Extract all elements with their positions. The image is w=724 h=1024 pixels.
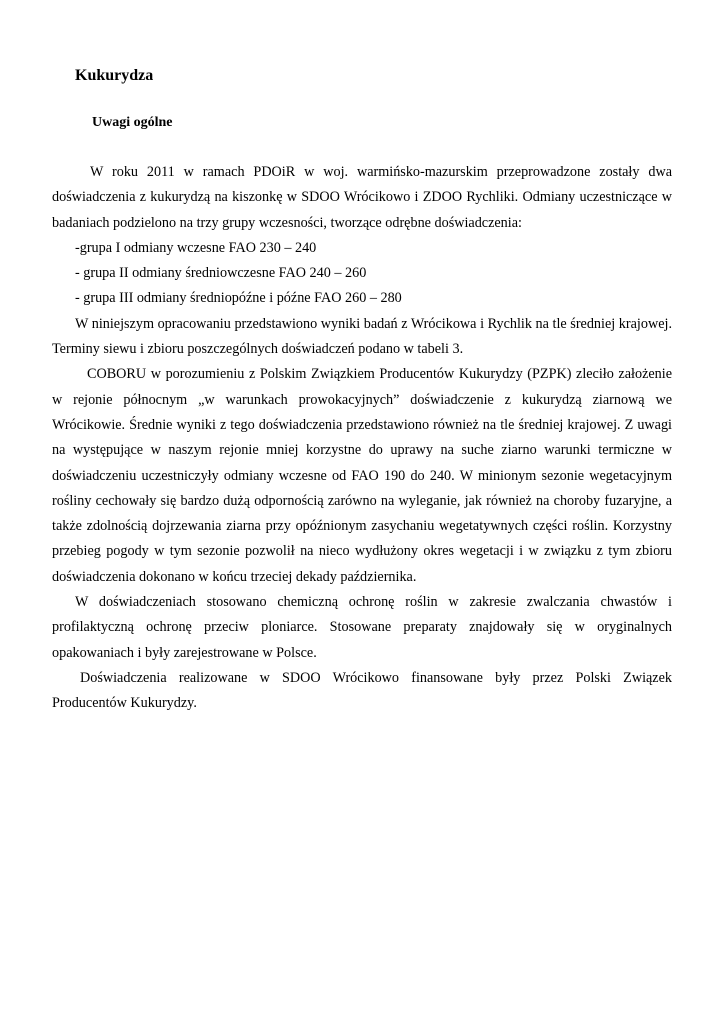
section-subtitle: Uwagi ogólne bbox=[92, 115, 173, 130]
document-body bbox=[52, 160, 672, 717]
page-title: Kukurydza bbox=[75, 67, 154, 84]
list-item-group-3: - grupa III odmiany średniopóźne i późne FAO 260 – 280 bbox=[75, 290, 402, 307]
paragraph-funding: Doświadczenia realizowane w SDOO Wrócikowo finansowane były przez Polski Związek Producentów Kukurydzy. bbox=[52, 669, 672, 712]
paragraph-results: W niniejszym opracowaniu przedstawiono wyniki badań z Wrócikowa i Rychlik na tle średniej krajowej. Terminy siewu i zbioru poszczególnych doświadczeń podano w tabeli 3. bbox=[52, 315, 672, 358]
paragraph-coboru: COBORU w porozumieniu z Polskim Związkiem Producentów Kukurydzy (PZPK) zleciło założenie w rejonie północnym „w warunkach prowokacyjnych” doświadczenie z kukurydzą ziarnową we Wrócikowie. Średnie wyniki z tego doświadczenia przedstawiono również na tle średniej krajowej. Z uwagi na występujące w naszym rejonie mniej korzystne do uprawy na suche ziarno warunki termiczne w doświadczeniu uczestniczyły odmiany wczesne od FAO 190 do 240. W minionym sezonie wegetacyjnym rośliny cechowały się bardzo dużą odpornością zarówno na wyleganie, jak również na choroby fuzaryjne, a także zdolnością dojrzewania ziarna przy opóźnionym zasychaniu wegetatywnych części roślin. Korzystny przebieg pogody w tym sezonie pozwolił na nieco wydłużony okres wegetacji i w związku z tym zbioru doświadczenia dokonano w końcu trzeciej dekady października. bbox=[52, 366, 672, 585]
paragraph-intro: W roku 2011 w ramach PDOiR w woj. warmińsko-mazurskim przeprowadzone zostały dwa doświadczenia z kukurydzą na kiszonkę w SDOO Wrócikowo i ZDOO Rychliki. Odmiany uczestniczące w badaniach podzielono na trzy grupy wczesności, tworzące odrębne doświadczenia: bbox=[52, 164, 672, 231]
list-item-group-2: - grupa II odmiany średniowczesne FAO 240 – 260 bbox=[75, 265, 367, 282]
list-item-group-1: -grupa I odmiany wczesne FAO 230 – 240 bbox=[75, 239, 317, 256]
paragraph-protection: W doświadczeniach stosowano chemiczną ochronę roślin w zakresie zwalczania chwastów i profilaktyczną ochronę przeciw ploniarce. Stosowane preparaty znajdowały się w oryginalnych opakowaniach i były zarejestrowane w Polsce. bbox=[52, 594, 672, 661]
